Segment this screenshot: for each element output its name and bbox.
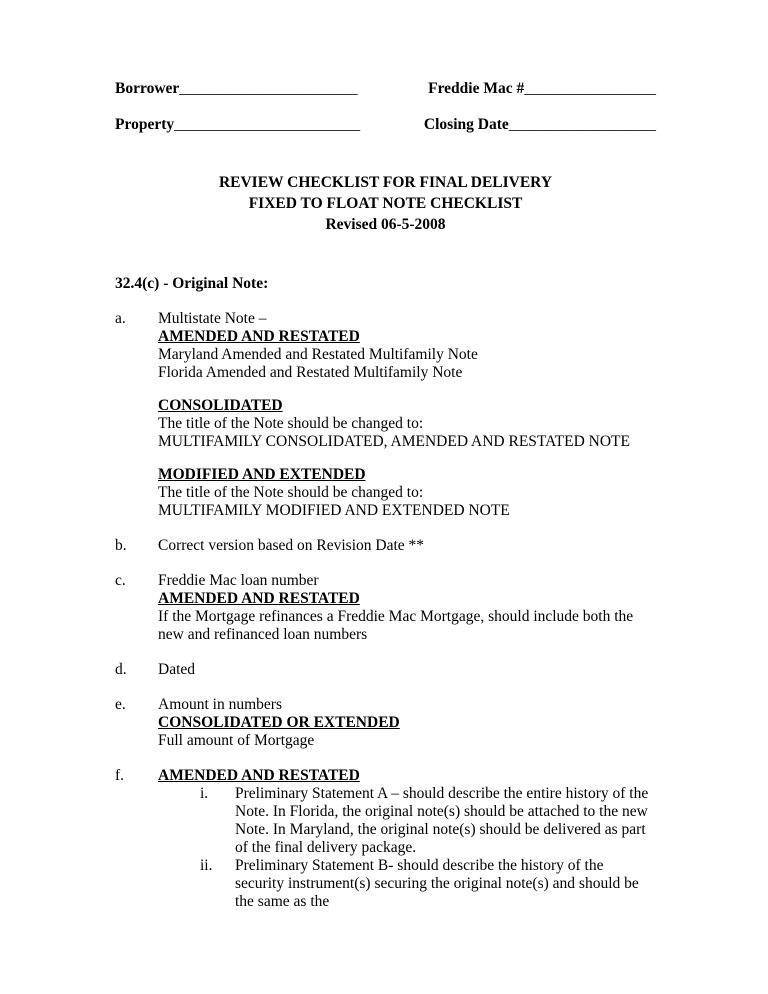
item-marker: f. — [115, 767, 125, 784]
subheading: CONSOLIDATED OR EXTENDED — [158, 714, 400, 731]
property-label: Property — [115, 116, 175, 133]
subheading: AMENDED AND RESTATED — [158, 328, 360, 345]
text-line: Full amount of Mortgage — [158, 732, 315, 749]
text-line: The title of the Note should be changed to: — [158, 484, 424, 501]
text-line: MULTIFAMILY CONSOLIDATED, AMENDED AND RESTATED NOTE — [158, 433, 630, 450]
item-intro: Amount in numbers — [158, 696, 282, 713]
indent-spacer — [158, 785, 200, 857]
item-marker: a. — [115, 310, 126, 327]
list-item-a — [115, 310, 656, 520]
freddie-mac-field — [428, 80, 656, 98]
text-line: Preliminary Statement B- should describe the history of the security instrument(s) securing the original note(s) and should be the same as the — [235, 857, 639, 910]
borrower-label: Borrower — [115, 80, 180, 97]
spacer — [158, 382, 656, 397]
subheading: CONSOLIDATED — [158, 397, 283, 414]
indent-spacer — [158, 857, 200, 911]
title-line-1: REVIEW CHECKLIST FOR FINAL DELIVERY — [218, 174, 553, 191]
text-line: Correct version based on Revision Date ** — [158, 537, 425, 554]
borrower-field — [115, 80, 428, 98]
freddie-mac-label: Freddie Mac # — [428, 80, 525, 97]
list-item-d — [115, 661, 656, 679]
closing-date-field — [424, 116, 656, 134]
item-intro: Multistate Note – — [158, 310, 267, 327]
list-item-e — [115, 696, 656, 750]
sub-list-item-ii — [158, 857, 656, 911]
subheading: AMENDED AND RESTATED — [158, 590, 360, 607]
property-blank: ________________________ — [174, 116, 361, 133]
title-line-2: FIXED TO FLOAT NOTE CHECKLIST — [248, 195, 523, 212]
closing-date-blank: ___________________ — [508, 116, 656, 133]
text-line: If the Mortgage refinances a Freddie Mac Mortgage, should include both the new and refinanced loan numbers — [158, 608, 634, 643]
subheading: AMENDED AND RESTATED — [158, 767, 360, 784]
item-marker: b. — [115, 537, 127, 554]
borrower-blank: _______________________ — [179, 80, 358, 97]
text-line: Florida Amended and Restated Multifamily Note — [158, 364, 463, 381]
list-item-b — [115, 537, 656, 555]
text-line: MULTIFAMILY MODIFIED AND EXTENDED NOTE — [158, 502, 510, 519]
text-line: The title of the Note should be changed to: — [158, 415, 424, 432]
property-field — [115, 116, 424, 134]
text-line: Maryland Amended and Restated Multifamily Note — [158, 346, 478, 363]
header-row-1 — [115, 80, 656, 98]
closing-date-label: Closing Date — [423, 116, 509, 133]
item-intro: Freddie Mac loan number — [158, 572, 319, 589]
title-line-3: Revised 06-5-2008 — [325, 216, 446, 233]
sub-list-item-i — [158, 785, 656, 857]
item-marker: e. — [115, 696, 126, 713]
list-item-c — [115, 572, 656, 644]
section-heading: 32.4(c) - Original Note: — [115, 275, 269, 292]
freddie-mac-blank: _________________ — [524, 80, 656, 97]
subitem-marker: i. — [200, 785, 209, 802]
item-marker: d. — [115, 661, 127, 678]
spacer — [158, 451, 656, 466]
item-marker: c. — [115, 572, 126, 589]
header-row-2 — [115, 116, 656, 134]
text-line: Preliminary Statement A – should describe the entire history of the Note. In Florida, the original note(s) should be attached to the new Note. In Maryland, the original note(s) should be delivered as part of the final delivery package. — [235, 785, 649, 856]
document-title — [115, 172, 656, 235]
list-item-f — [115, 767, 656, 911]
text-line: Dated — [158, 661, 196, 678]
subitem-marker: ii. — [200, 857, 213, 874]
subheading: MODIFIED AND EXTENDED — [158, 466, 366, 483]
